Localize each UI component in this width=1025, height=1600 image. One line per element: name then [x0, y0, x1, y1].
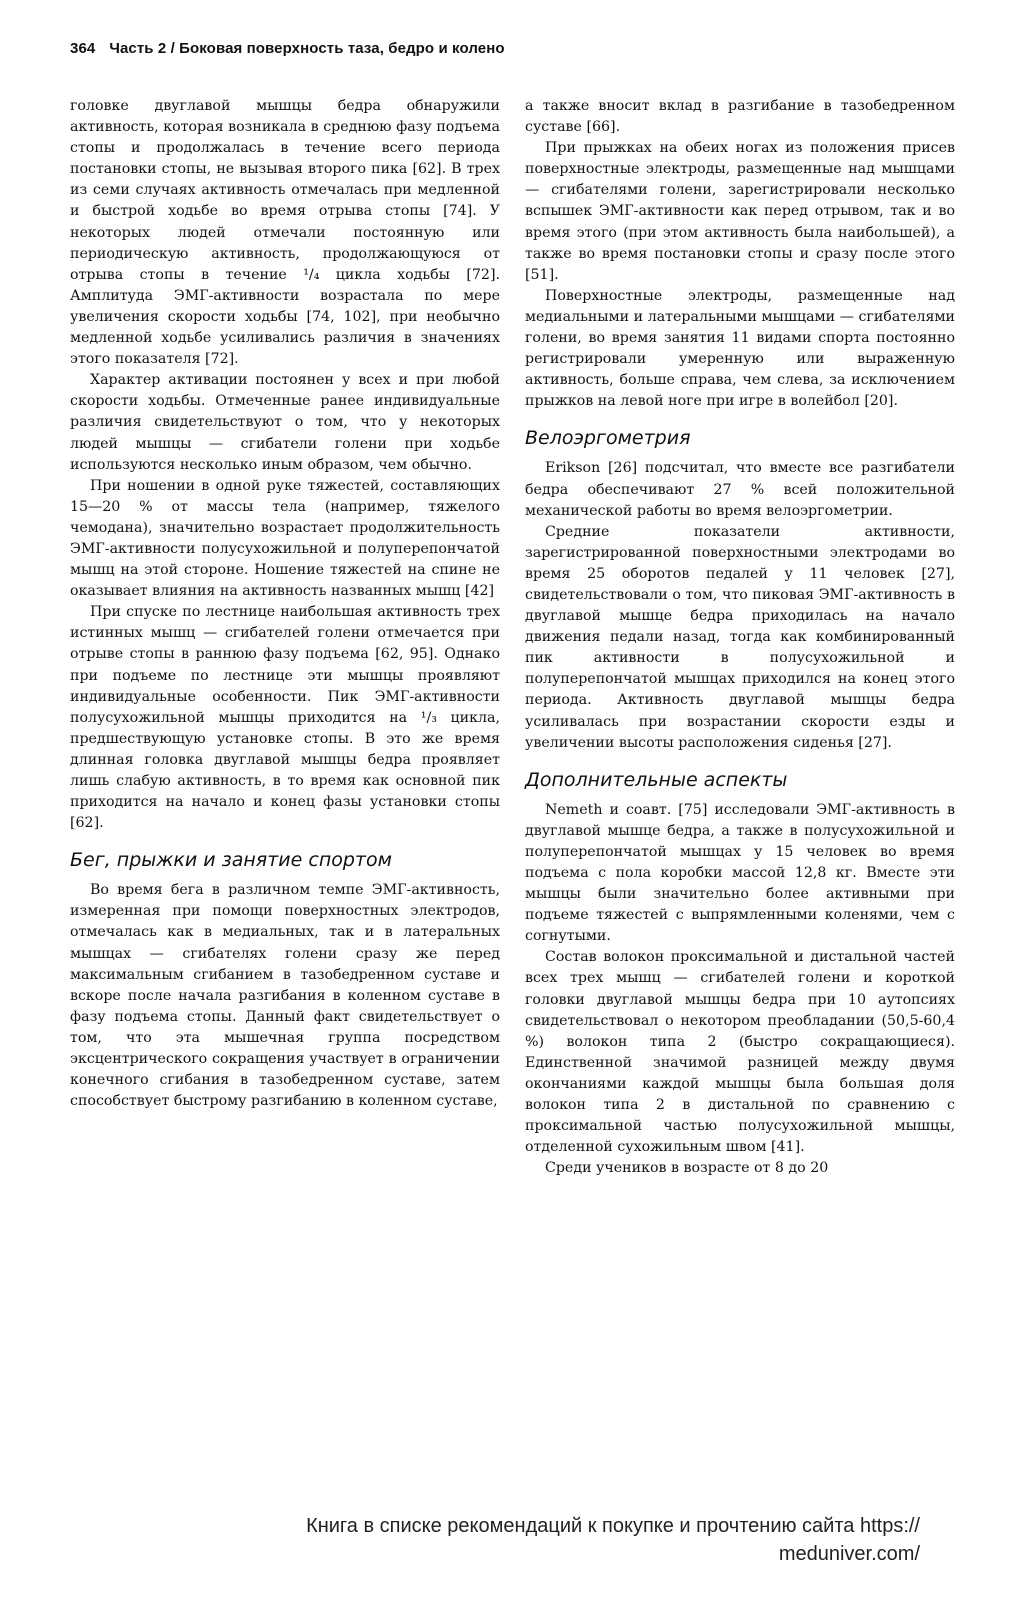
- paragraph: Характер активации постоянен у всех и при любой скорости ходьбы. Отмеченные ранее индивидуальные различия свидетельствуют о том, что у некоторых людей мышцы — сгибатели голени при ходьбе используются несколько иным образом, чем обычно.: [70, 372, 500, 473]
- section-heading-cycling: Велоэргометрия: [525, 427, 691, 450]
- paragraph: Среди учеников в возрасте от 8 до 20: [545, 1160, 829, 1177]
- right-column: [525, 96, 955, 1179]
- section-heading-running: Бег, прыжки и занятие спортом: [70, 849, 392, 872]
- paragraph: Поверхностные электроды, размещенные над медиальными и латеральными мышцами — сгибателями голени, во время занятия 11 видами спорта постоянно регистрировали умеренную или выраженную активность, больше справа, чем слева, за исключением прыжков на левой ноге при игре в волейбол [20].: [525, 287, 955, 410]
- page-number: 364: [70, 40, 96, 57]
- paragraph: а также вносит вклад в разгибание в тазобедренном суставе [66].: [525, 98, 955, 136]
- site-watermark: [160, 1512, 920, 1568]
- paragraph: Erikson [26] подсчитал, что вместе все разгибатели бедра обеспечивают 27 % всей положительной механической работы во время велоэргометрии.: [525, 460, 955, 519]
- paragraph: При ношении в одной руке тяжестей, составляющих 15—20 % от массы тела (например, тяжелого чемодана), значительно возрастает продолжительность ЭМГ-активности полусухожильной и полуперепончатой мышц на этой стороне. Ношение тяжестей на спине не оказывает влияния на активность названных мышц [42]: [70, 477, 500, 600]
- running-head: [70, 40, 505, 57]
- paragraph: При прыжках на обеих ногах из положения присев поверхностные электроды, размещенные над мышцами — сгибателями голени, зарегистрировали несколько вспышек ЭМГ-активности как перед отрывом, так и во время этого (при этом активность была наибольшей), а также во время постановки стопы и сразу после этого [51].: [525, 140, 955, 283]
- paragraph: Во время бега в различном темпе ЭМГ-активность, измеренная при помощи поверхностных электродов, отмечалась как в медиальных, так и в латеральных мышцах — сгибателях голени сразу же перед максимальным сгибанием в тазобедренном суставе и вскоре после начала разгибания в коленном суставе в фазу подъема стопы. Данный факт свидетельствует о том, что эта мышечная группа посредством эксцентрического сокращения участвует в ограничении конечного сгибания в тазобедренном суставе, затем способствует быстрому разгибанию в коленном суставе,: [70, 882, 500, 1110]
- left-column: [70, 96, 500, 1112]
- paragraph: При спуске по лестнице наибольшая активность трех истинных мышц — сгибателей голени отмечается при отрыве стопы в раннюю фазу подъема [62, 95]. Однако при подъеме по лестнице эти мышцы проявляют индивидуальные особенности. Пик ЭМГ-активности полусухожильной мышцы приходится на ¹/₃ цикла, предшествующую установке стопы. В это же время длинная головка двуглавой мышцы бедра проявляет лишь слабую активность, в то время как основной пик приходится на начало и конец фазы установки стопы [62].: [70, 604, 500, 832]
- section-heading-additional: Дополнительные аспекты: [525, 768, 788, 791]
- watermark-link[interactable]: meduniver.com/: [778, 1543, 920, 1565]
- running-title: Часть 2 / Боковая поверхность таза, бедро и колено: [109, 40, 505, 57]
- watermark-line: Книга в списке рекомендаций к покупке и прочтению сайта https://: [306, 1515, 920, 1537]
- paragraph: Состав волокон проксимальной и дистальной частей всех трех мышц — сгибателей голени и короткой головки двуглавой мышцы бедра при 10 аутопсиях свидетельствовал о некотором преобладании (50,5-60,4 %) волокон типа 2 (быстро сокращающиеся). Единственной значимой разницей между двумя окончаниями каждой мышцы была большая доля волокон типа 2 в дистальной по сравнению с проксимальной частью полусухожильной мышцы, отделенной сухожильным швом [41].: [525, 949, 955, 1156]
- paragraph: головке двуглавой мышцы бедра обнаружили активность, которая возникала в среднюю фазу подъема стопы и продолжалась в течение всего периода постановки стопы, не вызывая второго пика [62]. В трех из семи случаях активность отмечалась при медленной и быстрой ходьбе во время отрыва стопы [74]. У некоторых людей отмечали постоянную или периодическую активность, продолжающуюся от отрыва стопы в течение ¹/₄ цикла ходьбы [72]. Амплитуда ЭМГ-активности возрастала по мере увеличения скорости ходьбы [74, 102], при необычно медленной ходьбе усиливались различия в значениях этого показателя [72].: [70, 98, 500, 368]
- paragraph: Средние показатели активности, зарегистрированной поверхностными электродами во время 25 оборотов педалей у 11 человек [27], свидетельствовали о том, что пиковая ЭМГ-активность в двуглавой мышце бедра приходилась на начало движения педали назад, тогда как комбинированный пик активности в полусухожильной и полуперепончатой мышцах приходился на конец этого периода. Активность двуглавой мышцы бедра усиливалась при возрастании скорости езды и увеличении высоты расположения сиденья [27].: [525, 523, 955, 751]
- paragraph: Nemeth и соавт. [75] исследовали ЭМГ-активность в двуглавой мышце бедра, а также в полусухожильной и полуперепончатой мышцах у 15 человек во время подъема с пола коробки массой 12,8 кг. Вместе эти мышцы были значительно более активными при подъеме тяжестей с выпрямленными коленями, чем с согнутыми.: [525, 801, 955, 945]
